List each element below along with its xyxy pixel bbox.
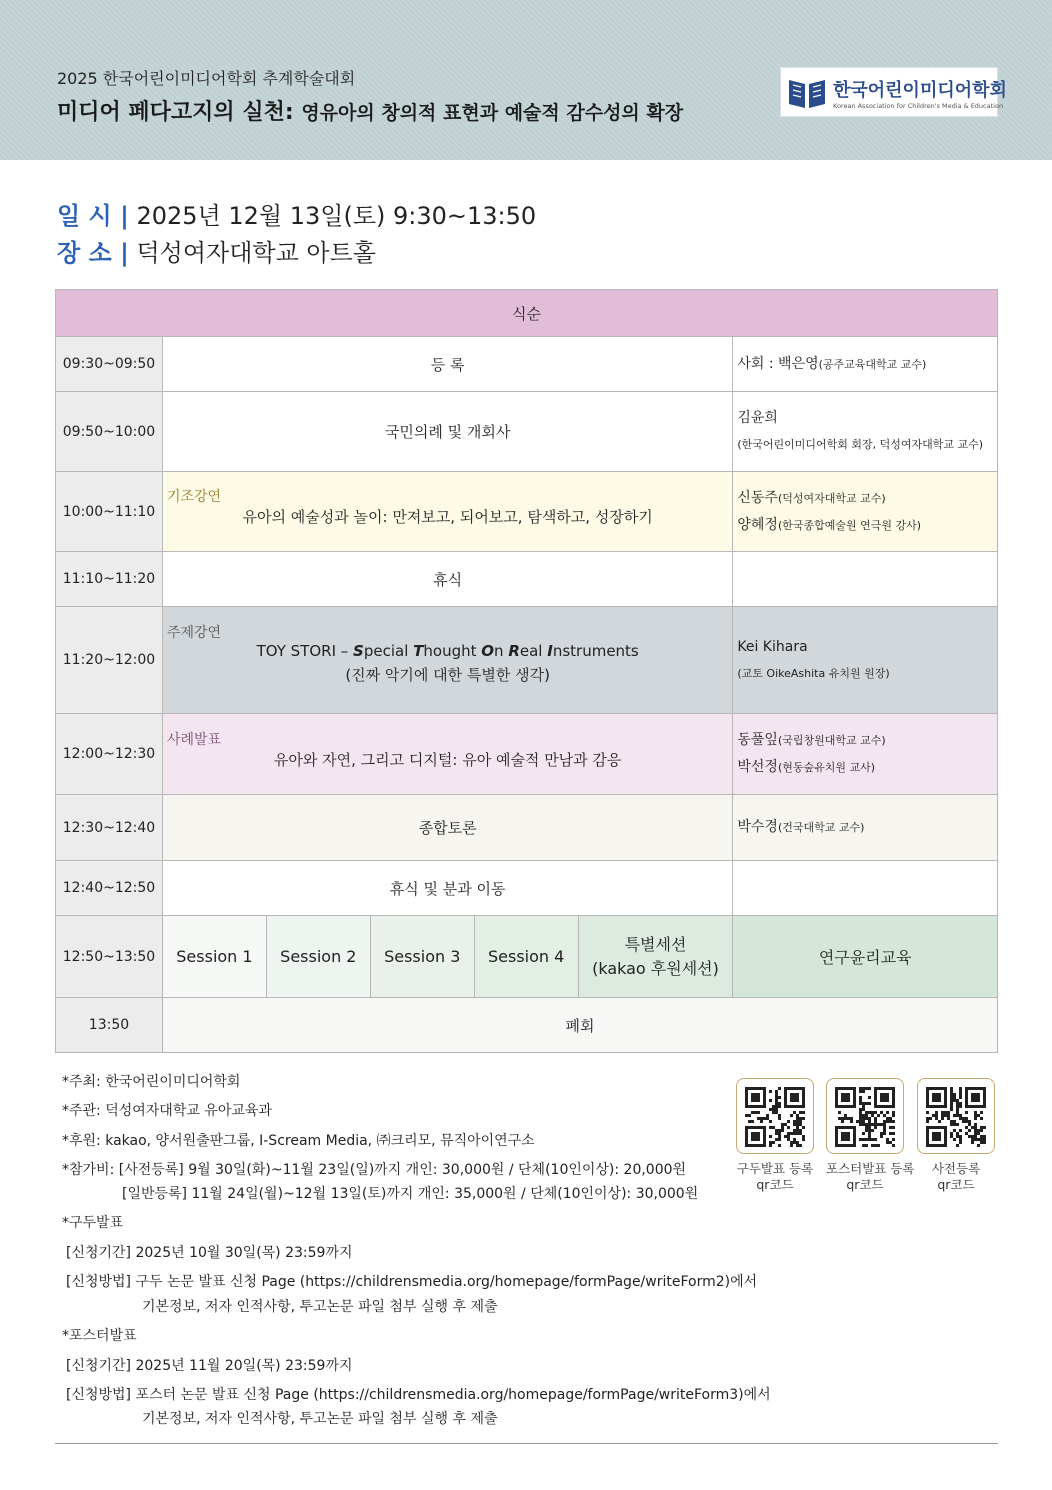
time-cell: 12:40~12:50	[56, 861, 163, 916]
time-cell: 12:30~12:40	[56, 795, 163, 861]
host-note: *주최: 한국어린이미디어학회	[62, 1074, 241, 1090]
program-cell: 폐회	[162, 998, 997, 1053]
speaker-cell: 박수경(건국대학교 교수)	[733, 795, 998, 861]
qr-code-icon[interactable]	[826, 1078, 904, 1154]
qr-code-icon[interactable]	[917, 1078, 995, 1154]
program-cell: 국민의례 및 개회사	[162, 392, 732, 472]
time-cell: 13:50	[56, 998, 163, 1053]
qr-caption: 사전등록 qr코드	[931, 1161, 981, 1192]
speaker-cell	[733, 552, 998, 607]
poster-qr[interactable]	[826, 1078, 915, 1193]
session-cell: Session 2	[266, 916, 370, 998]
oral-qr[interactable]	[736, 1078, 814, 1193]
oral-period: [신청기간] 2025년 10월 30일(목) 23:59까지	[66, 1245, 353, 1261]
table-row-keynote	[56, 472, 998, 552]
speaker-cell: 동풀잎(국립창원대학교 교수) 박선정(현동숲유치원 교사)	[733, 714, 998, 795]
table-row-case	[56, 714, 998, 795]
speaker-cell: Kei Kihara (교토 OikeAshita 유치원 원장)	[733, 607, 998, 714]
poster-method: [신청방법] 포스터 논문 발표 신청 Page (https://childrensmedia.org/homepage/formPage/writeForm3)에서	[66, 1387, 771, 1403]
conference-title	[57, 95, 683, 126]
poster-method-detail: 기본정보, 저자 인적사항, 투고논문 파일 첨부 실행 후 제출	[142, 1411, 498, 1427]
fee-note-general: [일반등록] 11월 24일(월)~12월 13일(토)까지 개인: 35,000원 / 단체(10인이상): 30,000원	[122, 1186, 699, 1202]
table-row	[56, 552, 998, 607]
speaker-cell	[733, 861, 998, 916]
session-tag: 사례발표	[166, 731, 222, 748]
schedule-heading: 식순	[56, 290, 998, 337]
schedule-table	[55, 289, 998, 1053]
date-label: 일 시 |	[57, 202, 129, 230]
special-session-cell: 특별세션 (kakao 후원세션)	[578, 916, 733, 998]
date-value: 2025년 12월 13일(토) 9:30~13:50	[136, 202, 537, 230]
program-cell: 등 록	[162, 337, 732, 392]
time-cell: 10:00~11:10	[56, 472, 163, 552]
session-cell: Session 3	[370, 916, 474, 998]
qr-caption: 구두발표 등록 qr코드	[736, 1161, 814, 1192]
table-row	[56, 795, 998, 861]
fee-note: *참가비: [사전등록] 9월 30일(화)~11월 23일(일)까지 개인: 30,000원 / 단체(10인이상): 20,000원	[62, 1162, 687, 1178]
program-cell: 휴식 및 분과 이동	[162, 861, 732, 916]
oral-method: [신청방법] 구두 논문 발표 신청 Page (https://childrensmedia.org/homepage/formPage/writeForm2)에서	[66, 1274, 758, 1290]
date-line	[57, 196, 536, 231]
header-banner	[0, 0, 1052, 160]
table-row	[56, 337, 998, 392]
poster-period: [신청기간] 2025년 11월 20일(목) 23:59까지	[66, 1358, 353, 1374]
ethics-education-cell: 연구윤리교육	[733, 916, 998, 998]
logo-english-name: Korean Association for Children's Media & Education	[833, 102, 1004, 110]
title-sub: 영유아의 창의적 표현과 예술적 감수성의 확장	[301, 102, 684, 124]
poster-title: *포스터발표	[62, 1328, 137, 1344]
society-logo	[780, 67, 1007, 117]
session-cell: Session 4	[474, 916, 578, 998]
sponsor-note: *후원: kakao, 양서원출판그룹, I-Scream Media, ㈜크리모, 뮤직아이연구소	[62, 1133, 535, 1149]
program-cell: 사례발표 유아와 자연, 그리고 디지털: 유아 예술적 만남과 감응	[162, 714, 732, 795]
place-line	[57, 233, 376, 268]
table-row-topic	[56, 607, 998, 714]
book-logo-icon	[787, 76, 827, 110]
title-main: 미디어 페다고지의 실천:	[57, 100, 294, 125]
oral-method-detail: 기본정보, 저자 인적사항, 투고논문 파일 첨부 실행 후 제출	[142, 1299, 498, 1315]
time-cell: 11:20~12:00	[56, 607, 163, 714]
qr-caption: 포스터발표 등록 qr코드	[826, 1161, 915, 1192]
program-cell: 주제강연 TOY STORI – Special Thought On Real Instruments (진짜 악기에 대한 특별한 생각)	[162, 607, 732, 714]
bottom-divider	[55, 1443, 998, 1444]
place-label: 장 소 |	[57, 239, 129, 267]
session-cell: Session 1	[162, 916, 266, 998]
preregistration-qr[interactable]	[917, 1078, 995, 1193]
speaker-cell: 신동주(덕성여자대학교 교수) 양혜정(한국종합예술원 연극원 강사)	[733, 472, 998, 552]
program-cell: 휴식	[162, 552, 732, 607]
logo-name: 한국어린이미디어학회	[833, 80, 1007, 101]
table-header-row	[56, 290, 998, 337]
time-cell: 09:50~10:00	[56, 392, 163, 472]
table-row	[56, 998, 998, 1053]
time-cell: 12:00~12:30	[56, 714, 163, 795]
place-value: 덕성여자대학교 아트홀	[136, 239, 376, 267]
time-cell: 12:50~13:50	[56, 916, 163, 998]
qr-code-icon[interactable]	[736, 1078, 814, 1154]
speaker-cell: 사회 : 백은영(공주교육대학교 교수)	[733, 337, 998, 392]
session-tag: 기조강연	[166, 489, 222, 505]
speaker-cell: 김윤희 (한국어린이미디어학회 회장, 덕성여자대학교 교수)	[733, 392, 998, 472]
time-cell: 09:30~09:50	[56, 337, 163, 392]
program-cell: 종합토론	[162, 795, 732, 861]
table-row	[56, 861, 998, 916]
organizer-note: *주관: 덕성여자대학교 유아교육과	[62, 1103, 272, 1119]
time-cell: 11:10~11:20	[56, 552, 163, 607]
conference-subtitle: 2025 한국어린이미디어학회 추계학술대회	[57, 69, 356, 88]
oral-title: *구두발표	[62, 1215, 124, 1231]
program-cell: 기조강연 유아의 예술성과 놀이: 만져보고, 되어보고, 탐색하고, 성장하기	[162, 472, 732, 552]
session-tag: 주제강연	[166, 624, 222, 641]
table-row	[56, 392, 998, 472]
table-row-sessions	[56, 916, 998, 998]
